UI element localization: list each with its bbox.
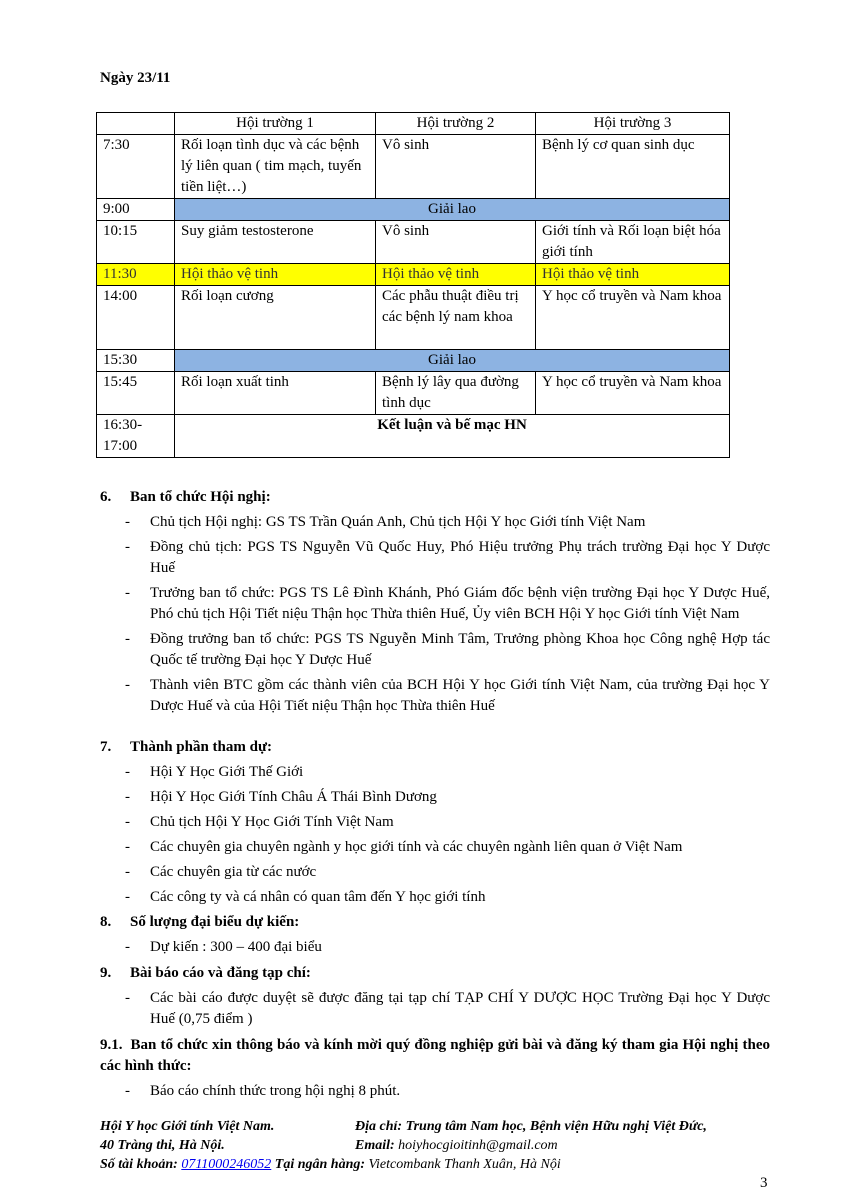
list-item: - Chủ tịch Hội Y Học Giới Tính Việt Nam bbox=[100, 812, 770, 833]
time-cell: 11:30 bbox=[97, 264, 175, 286]
time-cell: 10:15 bbox=[97, 221, 175, 264]
hall-1-cell: Hội thảo vệ tinh bbox=[175, 264, 376, 286]
time-cell: 15:45 bbox=[97, 372, 175, 415]
list-item: - Các bài cáo được duyệt sẽ được đăng tại tạp chí TẠP CHÍ Y DƯỢC HỌC Trường Đại học Y Dược Huế (0,75 điểm ) bbox=[100, 988, 770, 1030]
time-cell: 14:00 bbox=[97, 286, 175, 350]
time-cell: 16:30-17:00 bbox=[97, 415, 175, 458]
email-label: Email: bbox=[355, 1138, 395, 1153]
section-title bbox=[100, 912, 770, 933]
hall-1-cell: Rối loạn cương bbox=[175, 286, 376, 350]
list-item: - Dự kiến : 300 – 400 đại biểu bbox=[100, 937, 770, 958]
section-publication bbox=[100, 963, 770, 1030]
hall-1-cell: Suy giảm testosterone bbox=[175, 221, 376, 264]
break-label: Giải lao bbox=[175, 199, 730, 221]
break-row bbox=[97, 350, 730, 372]
account-label: Số tài khoản: bbox=[100, 1157, 178, 1172]
footer-street: 40 Tràng thi, Hà Nội. bbox=[100, 1138, 225, 1153]
header-hall-3: Hội trường 3 bbox=[536, 113, 730, 135]
section-title bbox=[100, 1035, 770, 1077]
page-number: 3 bbox=[760, 1175, 768, 1191]
hall-3-cell: Y học cổ truyền và Nam khoa bbox=[536, 286, 730, 350]
section-title bbox=[100, 487, 770, 508]
hall-2-cell: Vô sinh bbox=[376, 221, 536, 264]
address-label: Địa chỉ: bbox=[355, 1119, 403, 1134]
section-number: 9. bbox=[100, 965, 112, 981]
section-title bbox=[100, 963, 770, 984]
section-participants bbox=[100, 737, 770, 908]
section-heading: Số lượng đại biểu dự kiến: bbox=[130, 914, 300, 930]
section-invitation bbox=[100, 1035, 770, 1102]
hall-3-cell: Hội thảo vệ tinh bbox=[536, 264, 730, 286]
header-hall-2: Hội trường 2 bbox=[376, 113, 536, 135]
hall-2-cell: Vô sinh bbox=[376, 135, 536, 199]
hall-3-cell: Y học cổ truyền và Nam khoa bbox=[536, 372, 730, 415]
table-row bbox=[97, 221, 730, 264]
list-item: - Đồng chủ tịch: PGS TS Nguyễn Vũ Quốc Huy, Phó Hiệu trưởng Phụ trách trường Đại học Y Dược Huế bbox=[100, 537, 770, 579]
list-item: - Các công ty và cá nhân có quan tâm đến Y học giới tính bbox=[100, 887, 770, 908]
address-value: Trung tâm Nam học, Bệnh viện Hữu nghị Việt Đức, bbox=[405, 1119, 707, 1134]
section-heading: Ban tổ chức Hội nghị: bbox=[130, 489, 271, 505]
hall-3-cell: Giới tính và Rối loạn biệt hóa giới tính bbox=[536, 221, 730, 264]
table-row bbox=[97, 135, 730, 199]
break-row bbox=[97, 199, 730, 221]
list-item: - Hội Y Học Giới Thế Giới bbox=[100, 762, 770, 783]
section-number: 8. bbox=[100, 914, 112, 930]
section-heading: Ban tổ chức xin thông báo và kính mời quý đồng nghiệp gửi bài và đăng ký tham gia Hội nghị theo các hình thức: bbox=[100, 1037, 770, 1074]
bank-value: Vietcombank Thanh Xuân, Hà Nội bbox=[368, 1157, 561, 1172]
footer-address bbox=[355, 1117, 707, 1136]
time-cell: 15:30 bbox=[97, 350, 175, 372]
list-item: - Các chuyên gia chuyên ngành y học giới tính và các chuyên ngành liên quan ở Việt Nam bbox=[100, 837, 770, 858]
section-title bbox=[100, 737, 770, 758]
table-row bbox=[97, 372, 730, 415]
email-value[interactable]: hoiyhocgioitinh@gmail.com bbox=[398, 1138, 558, 1153]
footer-row bbox=[100, 1136, 770, 1155]
list-item: - Trưởng ban tổ chức: PGS TS Lê Đình Khánh, Phó Giám đốc bệnh viện trường Đại học Y Dược Huế, Phó chủ tịch Hội Tiết niệu Thận học Thừa thiên Huế, Ủy viên BCH Hội Y học Giới tính Việt Nam bbox=[100, 583, 770, 625]
time-cell: 9:00 bbox=[97, 199, 175, 221]
section-attendance bbox=[100, 912, 770, 958]
time-cell: 7:30 bbox=[97, 135, 175, 199]
section-number: 9.1. bbox=[100, 1037, 123, 1053]
list-item: - Đồng trưởng ban tổ chức: PGS TS Nguyễn Minh Tâm, Trưởng phòng Khoa học Công nghệ Hợp tác Quốc tế trường Đại học Y Dược Huế bbox=[100, 629, 770, 671]
table-header-row bbox=[97, 113, 730, 135]
page-footer bbox=[100, 1117, 770, 1174]
bank-label: Tại ngân hàng: bbox=[274, 1157, 366, 1172]
break-label: Giải lao bbox=[175, 350, 730, 372]
table-row bbox=[97, 286, 730, 350]
header-time bbox=[97, 113, 175, 135]
section-heading: Thành phần tham dự: bbox=[130, 739, 272, 755]
hall-2-cell: Bệnh lý lây qua đường tình dục bbox=[376, 372, 536, 415]
footer-row bbox=[100, 1117, 770, 1136]
footer-org: Hội Y học Giới tính Việt Nam. bbox=[100, 1119, 275, 1134]
hall-2-cell: Các phẫu thuật điều trị các bệnh lý nam khoa bbox=[376, 286, 536, 350]
hall-1-cell: Rối loạn xuất tinh bbox=[175, 372, 376, 415]
closing-label: Kết luận và bế mạc HN bbox=[175, 415, 730, 458]
account-number-link[interactable]: 0711000246052 bbox=[181, 1157, 272, 1172]
list-item: - Chủ tịch Hội nghị: GS TS Trần Quán Anh, Chủ tịch Hội Y học Giới tính Việt Nam bbox=[100, 512, 770, 533]
footer-email bbox=[355, 1136, 558, 1155]
header-hall-1: Hội trường 1 bbox=[175, 113, 376, 135]
hall-3-cell: Bệnh lý cơ quan sinh dục bbox=[536, 135, 730, 199]
schedule-table bbox=[96, 112, 730, 458]
list-item: - Thành viên BTC gồm các thành viên của BCH Hội Y học Giới tính Việt Nam, của trường Đại học Y Dược Huế và của Hội Tiết niệu Thận học Thừa thiên Huế bbox=[100, 675, 770, 717]
closing-row bbox=[97, 415, 730, 458]
highlight-row bbox=[97, 264, 730, 286]
list-item: - Báo cáo chính thức trong hội nghị 8 phút. bbox=[100, 1081, 770, 1102]
section-heading: Bài báo cáo và đăng tạp chí: bbox=[130, 965, 311, 981]
date-heading: Ngày 23/11 bbox=[100, 70, 171, 86]
section-number: 6. bbox=[100, 489, 112, 505]
list-item: - Hội Y Học Giới Tính Châu Á Thái Bình Dương bbox=[100, 787, 770, 808]
section-organizing-committee bbox=[100, 487, 770, 717]
list-item: - Các chuyên gia từ các nước bbox=[100, 862, 770, 883]
hall-2-cell: Hội thảo vệ tinh bbox=[376, 264, 536, 286]
hall-1-cell: Rối loạn tình dục và các bệnh lý liên quan ( tim mạch, tuyến tiền liệt…) bbox=[175, 135, 376, 199]
footer-row bbox=[100, 1155, 770, 1174]
section-number: 7. bbox=[100, 739, 112, 755]
